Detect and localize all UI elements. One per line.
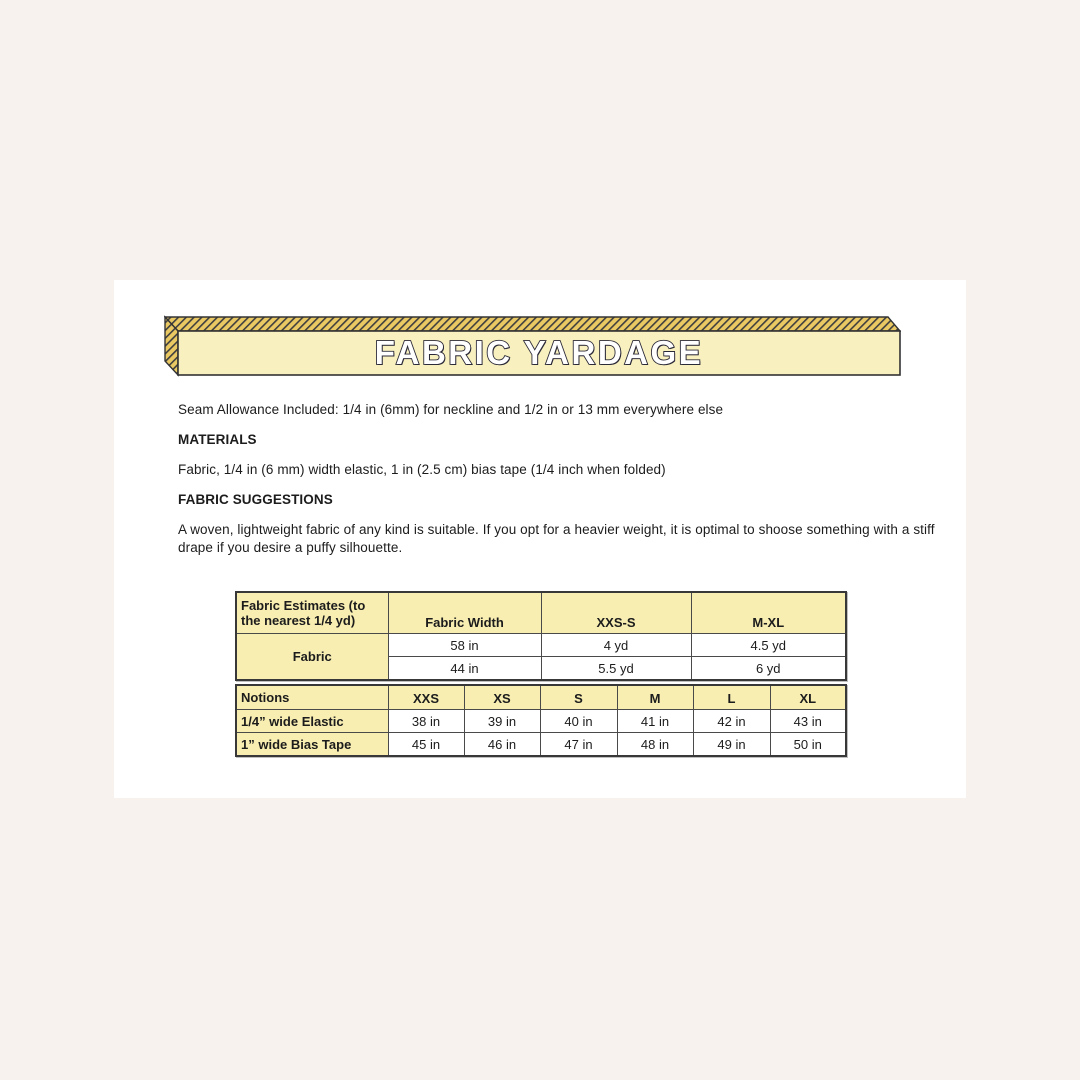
- fabric-width-58: 58 in: [388, 634, 541, 657]
- materials-heading: MATERIALS: [178, 432, 257, 447]
- yardage-m-xl-44: 6 yd: [691, 657, 846, 681]
- fabric-row-label: Fabric: [236, 634, 388, 681]
- bias-tape-xxs: 45 in: [388, 733, 464, 757]
- size-xl-header: XL: [770, 685, 846, 710]
- notions-header: Notions: [236, 685, 388, 710]
- materials-text: Fabric, 1/4 in (6 mm) width elastic, 1 in (2.5 cm) bias tape (1/4 inch when folded): [178, 462, 666, 477]
- elastic-xl: 43 in: [770, 710, 846, 733]
- bias-tape-m: 48 in: [617, 733, 693, 757]
- elastic-m: 41 in: [617, 710, 693, 733]
- bias-tape-s: 47 in: [540, 733, 617, 757]
- bias-tape-xs: 46 in: [464, 733, 540, 757]
- size-m-header: M: [617, 685, 693, 710]
- fabric-table-corner-header: Fabric Estimates (to the nearest 1/4 yd): [236, 592, 388, 634]
- table-row: [236, 733, 846, 757]
- yardage-m-xl-58: 4.5 yd: [691, 634, 846, 657]
- table-row: [236, 634, 846, 657]
- table-row: [236, 710, 846, 733]
- page-title: FABRIC YARDAGE: [374, 334, 704, 371]
- size-xxs-header: XXS: [388, 685, 464, 710]
- fabric-width-header: Fabric Width: [388, 592, 541, 634]
- bias-tape-xl: 50 in: [770, 733, 846, 757]
- size-m-xl-header: M-XL: [691, 592, 846, 634]
- size-xs-header: XS: [464, 685, 540, 710]
- yardage-xxs-s-58: 4 yd: [541, 634, 691, 657]
- fabric-width-44: 44 in: [388, 657, 541, 681]
- seam-allowance-text: Seam Allowance Included: 1/4 in (6mm) for neckline and 1/2 in or 13 mm everywhere else: [178, 402, 724, 417]
- fabric-suggestions-text: A woven, lightweight fabric of any kind is suitable. If you opt for a heavier weight, it is optimal to shoose something with a stiff drape if you desire a puffy silhouette.: [178, 522, 935, 555]
- elastic-l: 42 in: [693, 710, 770, 733]
- banner-top-face: [165, 317, 900, 331]
- bias-tape-l: 49 in: [693, 733, 770, 757]
- fabric-suggestions-heading: FABRIC SUGGESTIONS: [178, 492, 333, 507]
- bias-tape-row-label: 1” wide Bias Tape: [236, 733, 388, 757]
- document-page: [114, 280, 966, 798]
- size-l-header: L: [693, 685, 770, 710]
- elastic-xs: 39 in: [464, 710, 540, 733]
- notions-table: [235, 684, 847, 757]
- elastic-xxs: 38 in: [388, 710, 464, 733]
- fabric-estimates-table: [235, 591, 847, 681]
- table-row: [236, 592, 846, 634]
- size-s-header: S: [540, 685, 617, 710]
- table-row: [236, 685, 846, 710]
- elastic-s: 40 in: [540, 710, 617, 733]
- yardage-xxs-s-44: 5.5 yd: [541, 657, 691, 681]
- elastic-row-label: 1/4” wide Elastic: [236, 710, 388, 733]
- size-xxs-s-header: XXS-S: [541, 592, 691, 634]
